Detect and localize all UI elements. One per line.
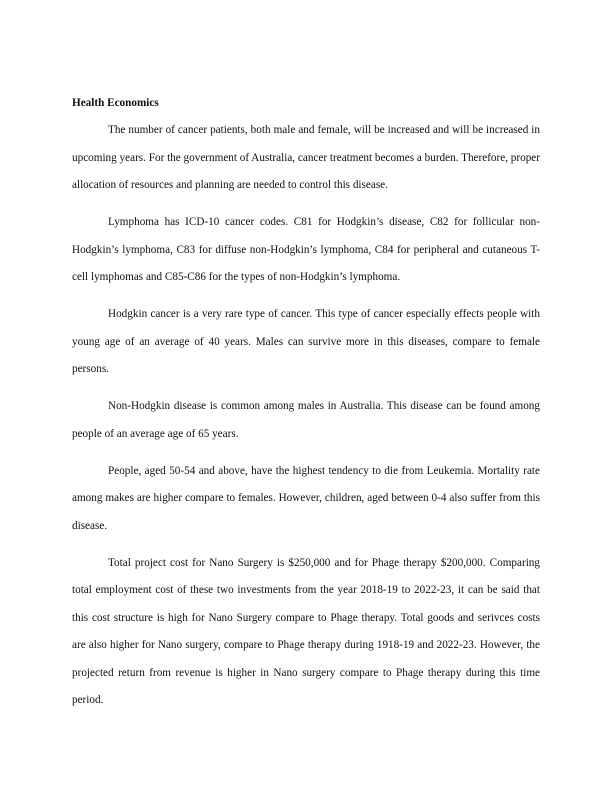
paragraph-cancer-burden: The number of cancer patients, both male and female, will be increased and will be increased in upcoming years. For the government of Australia, cancer treatment becomes a burden. Therefore, proper allocation of resources and planning are needed to control this disease. — [72, 124, 540, 191]
paragraph-project-cost: Total project cost for Nano Surgery is $250,000 and for Phage therapy $200,000. Comparing total employment cost of these two investments from the year 2018-19 to 2022-23, it can be said that this cost structure is high for Nano Surgery compare to Phage therapy. Total goods and serivces costs are also higher for Nano surgery, compare to Phage therapy during 1918-19 and 2022-23. However, the projected return from revenue is higher in Nano surgery compare to Phage therapy during this time period. — [72, 556, 540, 706]
document-body — [72, 96, 540, 724]
paragraph-hodgkin: Hodgkin cancer is a very rare type of cancer. This type of cancer especially effects people with young age of an average of 40 years. Males can survive more in this diseases, compare to female persons. — [72, 308, 540, 375]
section-heading: Health Economics — [72, 97, 159, 109]
paragraph-lymphoma-codes: Lymphoma has ICD-10 cancer codes. C81 for Hodgkin’s disease, C82 for follicular non-Hodgkin’s lymphoma, C83 for diffuse non-Hodgkin’s lymphoma, C84 for peripheral and cutaneous T-cell lymphomas and C85-C86 for the types of non-Hodgkin’s lymphoma. — [72, 216, 540, 283]
paragraph-leukemia: People, aged 50-54 and above, have the highest tendency to die from Leukemia. Mortality rate among makes are higher compare to females. However, children, aged between 0-4 also suffer from this disease. — [72, 464, 540, 532]
paragraph-non-hodgkin: Non-Hodgkin disease is common among males in Australia. This disease can be found among people of an average age of 65 years. — [72, 400, 540, 440]
